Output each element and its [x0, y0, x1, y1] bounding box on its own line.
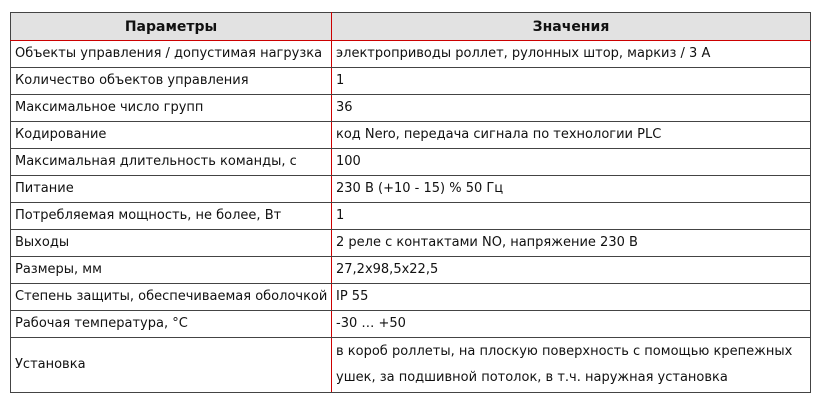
table-row — [11, 122, 811, 149]
table-row — [11, 203, 811, 230]
param-cell: Потребляемая мощность, не более, Вт — [11, 203, 332, 230]
param-cell: Установка — [11, 338, 332, 393]
value-cell: 36 — [332, 95, 811, 122]
table-row — [11, 176, 811, 203]
table-row — [11, 257, 811, 284]
param-cell: Максимальная длительность команды, с — [11, 149, 332, 176]
param-cell: Выходы — [11, 230, 332, 257]
value-cell: -30 … +50 — [332, 311, 811, 338]
param-cell: Количество объектов управления — [11, 68, 332, 95]
param-cell: Максимальное число групп — [11, 95, 332, 122]
value-cell: электроприводы роллет, рулонных штор, маркиз / 3 А — [332, 41, 811, 68]
value-cell: 100 — [332, 149, 811, 176]
table-row — [11, 230, 811, 257]
value-cell: 2 реле с контактами NO, напряжение 230 В — [332, 230, 811, 257]
table-row — [11, 338, 811, 393]
header-values: Значения — [332, 13, 811, 41]
param-cell: Степень защиты, обеспечиваемая оболочкой — [11, 284, 332, 311]
header-parameters: Параметры — [11, 13, 332, 41]
table-row — [11, 68, 811, 95]
table-row — [11, 95, 811, 122]
value-cell: 27,2x98,5x22,5 — [332, 257, 811, 284]
value-cell: 230 В (+10 - 15) % 50 Гц — [332, 176, 811, 203]
table-row — [11, 284, 811, 311]
param-cell: Объекты управления / допустимая нагрузка — [11, 41, 332, 68]
value-cell: в короб роллеты, на плоскую поверхность с помощью крепежных ушек, за подшивной потолок, в т.ч. наружная установка — [332, 338, 811, 393]
value-cell: 1 — [332, 203, 811, 230]
param-cell: Кодирование — [11, 122, 332, 149]
table-row — [11, 311, 811, 338]
header-row — [11, 13, 811, 41]
spec-table — [10, 12, 811, 393]
value-cell: код Nero, передача сигнала по технологии PLC — [332, 122, 811, 149]
param-cell: Питание — [11, 176, 332, 203]
table-row — [11, 149, 811, 176]
value-cell: 1 — [332, 68, 811, 95]
param-cell: Рабочая температура, °C — [11, 311, 332, 338]
param-cell: Размеры, мм — [11, 257, 332, 284]
value-cell: IP 55 — [332, 284, 811, 311]
table-row — [11, 41, 811, 68]
